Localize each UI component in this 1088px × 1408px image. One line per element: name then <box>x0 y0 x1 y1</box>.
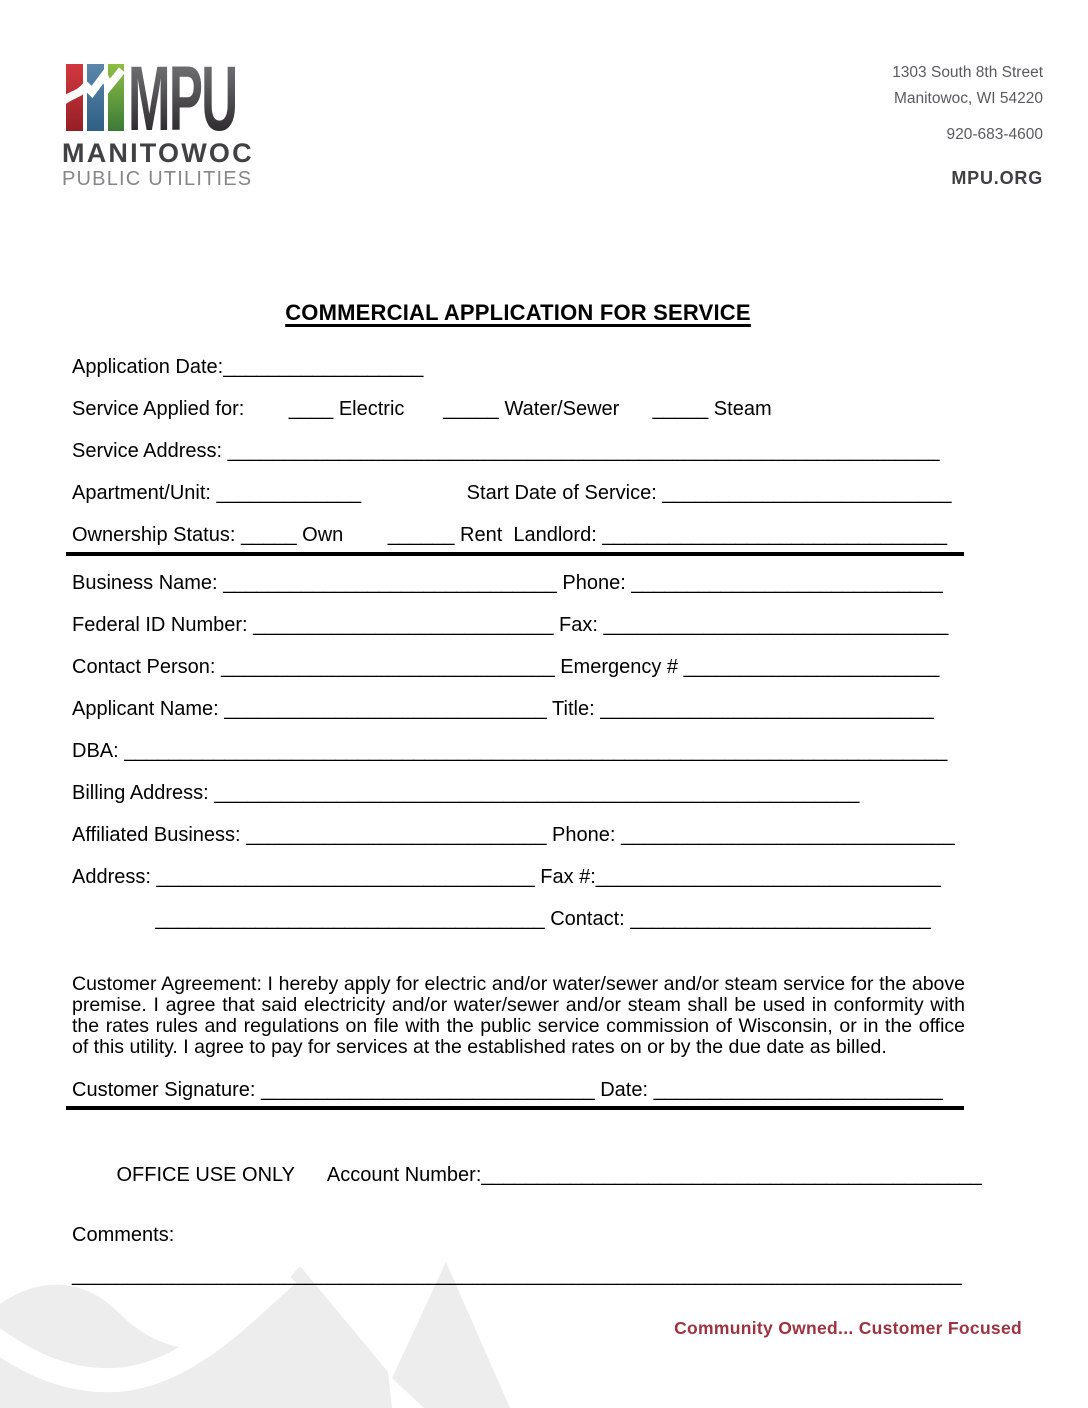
office-use-section <box>72 1130 982 1290</box>
contact-phone: 920-683-4600 <box>946 126 1043 143</box>
footer-tagline: Community Owned... Customer Focused <box>674 1318 1022 1338</box>
field-apartment-unit-start-date[interactable]: Apartment/Unit: _____________ Start Date of Service: __________________________ <box>72 482 952 504</box>
header-contact-block <box>892 60 1043 191</box>
customer-agreement-text: Customer Agreement: I hereby apply for electric and/or water/sewer and/or steam service for the above premise. I agree that said electricity and/or water/sewer and/or steam shall be used in conformity with the rates rules and regulations on file with the public service commission of Wisconsin, or in the office of this utility. I agree to pay for services at the established rates on or by the due date as billed. <box>72 973 965 1058</box>
logo-acronym: MPU <box>128 62 237 134</box>
field-contact-person-emergency[interactable]: Contact Person: ______________________________ Emergency # _______________________ <box>72 656 940 678</box>
field-ownership-status[interactable]: Ownership Status: _____ Own ______ Rent Landlord: _______________________________ <box>72 524 948 546</box>
field-service-applied-for[interactable]: Service Applied for: ____ Electric _____ Water/Sewer _____ Steam <box>72 398 772 420</box>
form-body <box>72 300 982 1290</box>
field-affiliated-business-phone[interactable]: Affiliated Business: ___________________________ Phone: ______________________________ <box>72 824 955 846</box>
contact-address-line1: 1303 South 8th Street <box>892 64 1043 81</box>
logo-name-line1: MANITOWOC <box>62 138 254 168</box>
field-application-date[interactable]: Application Date:__________________ <box>72 356 424 378</box>
contact-address-line2: Manitowoc, WI 54220 <box>893 90 1043 107</box>
field-applicant-name-title[interactable]: Applicant Name: _____________________________ Title: ______________________________ <box>72 698 934 720</box>
contact-website[interactable]: MPU.ORG <box>951 168 1043 188</box>
field-customer-signature-date[interactable]: Customer Signature: ______________________________ Date: __________________________ <box>72 1079 943 1101</box>
field-dba[interactable]: DBA: __________________________________________________________________________ <box>72 740 948 762</box>
field-billing-address[interactable]: Billing Address: __________________________________________________________ <box>72 782 860 804</box>
logo-name-line2: PUBLIC UTILITIES <box>62 168 253 190</box>
comments-label: Comments: <box>72 1224 175 1246</box>
field-federal-id-fax[interactable]: Federal ID Number: ___________________________ Fax: _______________________________ <box>72 614 949 636</box>
field-affiliated-contact[interactable]: ___________________________________ Contact: ___________________________ <box>72 908 931 930</box>
field-comments-line[interactable]: ________________________________________________________________________________ <box>72 1264 962 1286</box>
mpu-logo-icon <box>62 62 282 134</box>
field-account-number[interactable]: Account Number:_____________________________________________ <box>294 1164 982 1186</box>
mpu-logo <box>62 62 292 202</box>
field-address-fax[interactable]: Address: __________________________________ Fax #:_______________________________ <box>72 866 941 888</box>
page-title: COMMERCIAL APPLICATION FOR SERVICE <box>285 300 751 325</box>
field-business-name-phone[interactable]: Business Name: ______________________________ Phone: ____________________________ <box>72 572 943 594</box>
office-use-only-label: OFFICE USE ONLY <box>116 1164 295 1186</box>
field-service-address[interactable]: Service Address: ________________________________________________________________ <box>72 440 940 462</box>
